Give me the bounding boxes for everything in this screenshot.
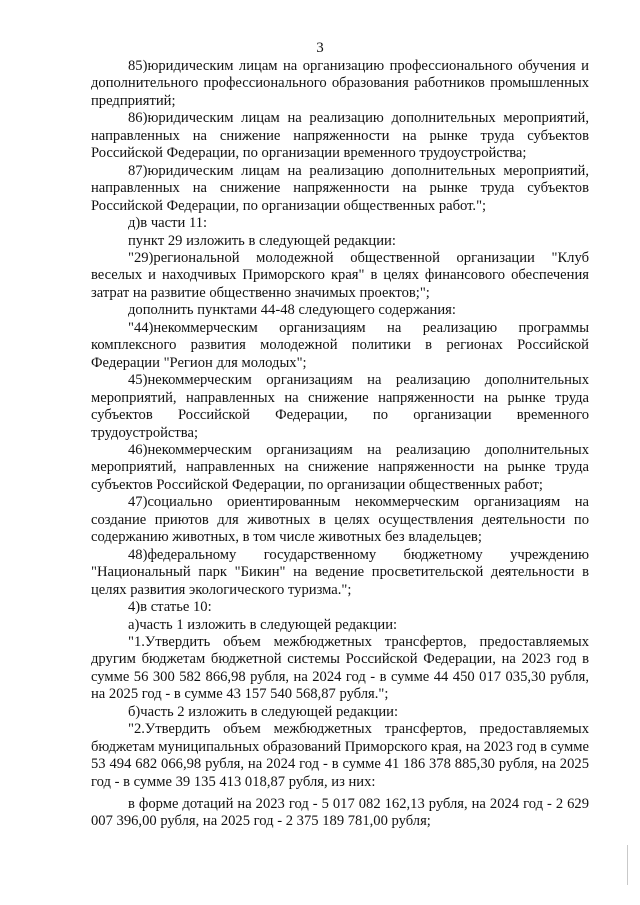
- paragraph-part-2-intro: б)часть 2 изложить в следующей редакции:: [128, 703, 399, 720]
- document-body: [91, 58, 589, 831]
- paragraph-points-44-48-intro: дополнить пунктами 44-48 следующего содержания:: [128, 302, 456, 319]
- paragraph-part-2: "2.Утвердить объем межбюджетных трансфертов, предоставляемых бюджетам муниципальных образований Приморского края, на 2023 год в сумме 53 494 682 066,98 рубля, на 2024 год - в сумме 41 186 378 885,30 рубля, на 2025 год - в сумме 39 135 413 018,87 рубля, из них:: [91, 721, 589, 790]
- paragraph-point-46: 46)некоммерческим организациям на реализацию дополнительных мероприятий, направленных на снижение напряженности на рынке труда субъектов Российской Федерации, по организации общественных работ;: [91, 441, 589, 493]
- paragraph-point-47: 47)социально ориентированным некоммерческим организациям на создание приютов для животных в целях осуществления деятельности по содержанию животных, в том числе животных без владельцев;: [91, 494, 589, 546]
- paragraph-point-29-intro: пункт 29 изложить в следующей редакции:: [128, 232, 396, 249]
- paragraph-point-44: "44)некоммерческим организациям на реализацию программы комплексного развития молодежной политики в регионах Российской Федерации "Регион для молодых";: [91, 319, 589, 371]
- paragraph-point-48: 48)федеральному государственному бюджетному учреждению "Национальный парк "Бикин" на ведение просветительской деятельности в целях развития экологического туризма.";: [91, 546, 589, 598]
- paragraph-part-11: д)в части 11:: [128, 215, 208, 232]
- paragraph-dotations: в форме дотаций на 2023 год - 5 017 082 162,13 рубля, на 2024 год - 2 629 007 396,00 рубля, на 2025 год - 2 375 189 781,00 рубля;: [91, 796, 589, 830]
- paragraph-part-1: "1.Утвердить объем межбюджетных трансфертов, предоставляемых другим бюджетам бюджетной системы Российской Федерации, на 2023 год в сумме 56 300 582 866,98 рубля, на 2024 год - в сумме 44 450 017 035,30 рубля, на 2025 год - в сумме 43 157 540 568,87 рубля.";: [91, 633, 589, 703]
- paragraph-item-87: 87)юридическим лицам на реализацию дополнительных мероприятий, направленных на снижение напряженности на рынке труда субъектов Российской Федерации, по организации общественных работ.";: [91, 162, 589, 214]
- paragraph-article-10: 4)в статье 10:: [128, 599, 212, 616]
- page-number: 3: [316, 40, 324, 56]
- paragraph-part-1-intro: а)часть 1 изложить в следующей редакции:: [128, 616, 398, 633]
- scan-margin-line: [627, 845, 628, 885]
- paragraph-item-85: 85)юридическим лицам на организацию профессионального обучения и дополнительного профессионального образования работников промышленных предприятий;: [91, 58, 589, 109]
- paragraph-point-45: 45)некоммерческим организациям на реализацию дополнительных мероприятий, направленных на снижение напряженности на рынке труда субъектов Российской Федерации, по организации временного трудоустройства;: [91, 372, 589, 441]
- paragraph-item-86: 86)юридическим лицам на реализацию дополнительных мероприятий, направленных на снижение напряженности на рынке труда субъектов Российской Федерации, по организации временного трудоустройства;: [91, 110, 589, 162]
- paragraph-point-29: "29)региональной молодежной общественной организации "Клуб веселых и находчивых Приморского края" в целях финансового обеспечения затрат на развитие общественно значимых проектов;";: [91, 249, 589, 301]
